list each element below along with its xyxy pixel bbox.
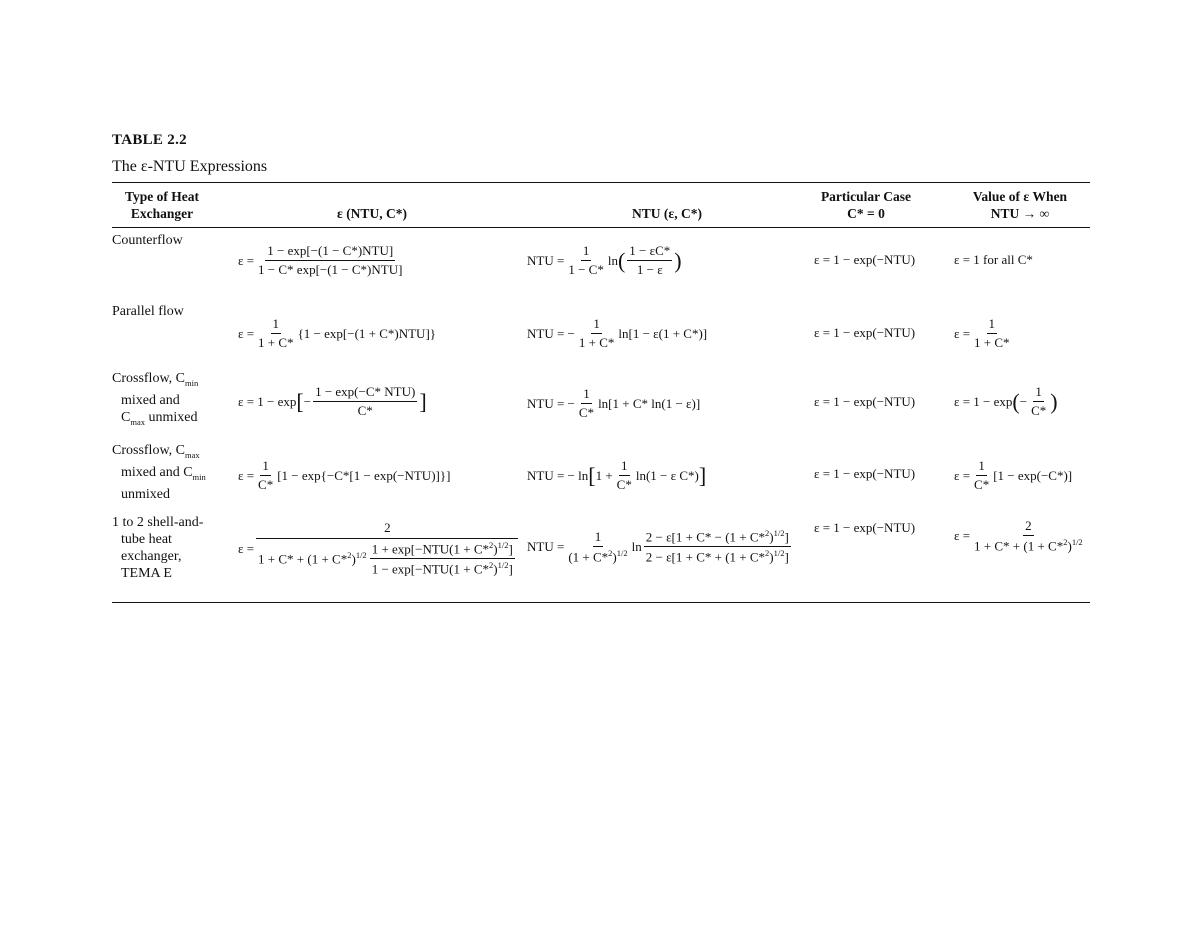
ntu-formula-shell-tube: NTU = $\frac{1}{(1 + C*^2)^{1/2}}$ ln $\frac{2 - \varepsilon[1 + C* - (1 + C*^2)^{1/2}]}{2 - \varepsilon[1 + C* + (1 + C*^2)^{1/2}]}$ xyxy=(527,528,789,565)
limit-parallel: ε = $\frac{1}{1 + C*}$ xyxy=(954,316,1010,350)
ntu-formula-crossflow-cmin: NTU = − $\frac{1}{C*}$ ln[1 + C* ln(1 − ε)] xyxy=(527,386,701,420)
particular-crossflow-cmax: ε = 1 − exp(−NTU) xyxy=(814,466,916,481)
header-particular: Particular Case C* = 0 xyxy=(820,189,912,221)
eps-formula-counterflow: ε = $\frac{\text{1 − exp[−(1 − C*)NTU]}}{\text{1 − C* exp[−(1 − C*)NTU]}}$ xyxy=(238,243,403,277)
header-eps: ε (NTU, C*) xyxy=(337,206,407,221)
header-type: Type of Heat Exchanger xyxy=(125,189,199,221)
table-2-2 xyxy=(112,132,1090,602)
bottom-rule xyxy=(112,602,1090,603)
eps-formula-crossflow-cmin: ε = 1 − exp [ − $\frac{\text{1 − exp(−C* NTU)}}{C*}$ ] xyxy=(238,384,427,418)
table-label: TABLE 2.2 xyxy=(112,132,187,148)
table-row-crossflow-cmin-mixed xyxy=(112,370,1090,442)
type-shell-and-tube: 1 to 2 shell-and- tube heat exchanger, TEMA E xyxy=(112,515,204,581)
ntu-formula-parallel: NTU = − $\frac{1}{1 + C*}$ ln[1 − ε(1 + C*)] xyxy=(527,316,708,350)
particular-counterflow: ε = 1 − exp(−NTU) xyxy=(814,252,916,267)
ntu-formula-counterflow: NTU = $\frac{1}{1 - C*}$ ln ( $\frac{1 - \varepsilon C*}{1 - \varepsilon}$ ) xyxy=(527,243,682,277)
ntu-formula-crossflow-cmax: NTU = − ln [ 1 + $\frac{1}{C*}$ ln(1 − ε C*) ] xyxy=(527,458,707,492)
eps-formula-shell-tube: ε = 2 $1 + C* + (1 + C*^2)^{1/2}$ $\frac{1 + \exp[-NTU(1 + C*^2)^{1/2}]}{1 - \exp[-NTU(1 + C*^2)^{1/2}]}$ xyxy=(238,520,521,578)
particular-crossflow-cmin: ε = 1 − exp(−NTU) xyxy=(814,394,916,409)
limit-crossflow-cmax: ε = $\frac{1}{C*}$ [1 − exp(−C*)] xyxy=(954,458,1073,492)
table-row-parallel-flow xyxy=(112,300,1090,370)
type-crossflow-cmax-mixed: Crossflow, $C_{max}$ mixed and $C_{min}$ unmixed xyxy=(112,443,206,502)
header-limit: Value of ε When NTU → ∞ xyxy=(972,189,1068,221)
table-header xyxy=(112,183,1090,228)
limit-shell-tube: ε = $\frac{2}{1 + C* + (1 + C*^2)^{1/2}}$ xyxy=(954,518,1083,554)
eps-formula-parallel: ε = $\frac{1}{1 + C*}$ {1 − exp[−(1 + C*)NTU]} xyxy=(238,316,437,350)
particular-parallel: ε = 1 − exp(−NTU) xyxy=(814,325,916,340)
header-ntu: NTU (ε, C*) xyxy=(632,206,702,221)
table-row-shell-and-tube xyxy=(112,514,1090,602)
limit-crossflow-cmin: ε = 1 − exp ( − $\frac{1}{C*}$ ) xyxy=(954,384,1058,418)
type-crossflow-cmin-mixed: Crossflow, $C_{min}$ mixed and $C_{max}$ unmixed xyxy=(112,371,199,427)
table-row-crossflow-cmax-mixed xyxy=(112,442,1090,514)
limit-counterflow: ε = 1 for all C* xyxy=(954,252,1033,267)
type-counterflow: Counterflow xyxy=(112,233,183,248)
particular-shell-tube: ε = 1 − exp(−NTU) xyxy=(814,520,916,535)
table-row-counterflow xyxy=(112,228,1090,300)
type-parallel-flow: Parallel flow xyxy=(112,304,184,319)
table-caption: The ε-NTU Expressions xyxy=(112,158,268,175)
eps-formula-crossflow-cmax: ε = $\frac{1}{C*}$ [1 − exp{−C*[1 − exp(−NTU)]}] xyxy=(238,458,451,492)
